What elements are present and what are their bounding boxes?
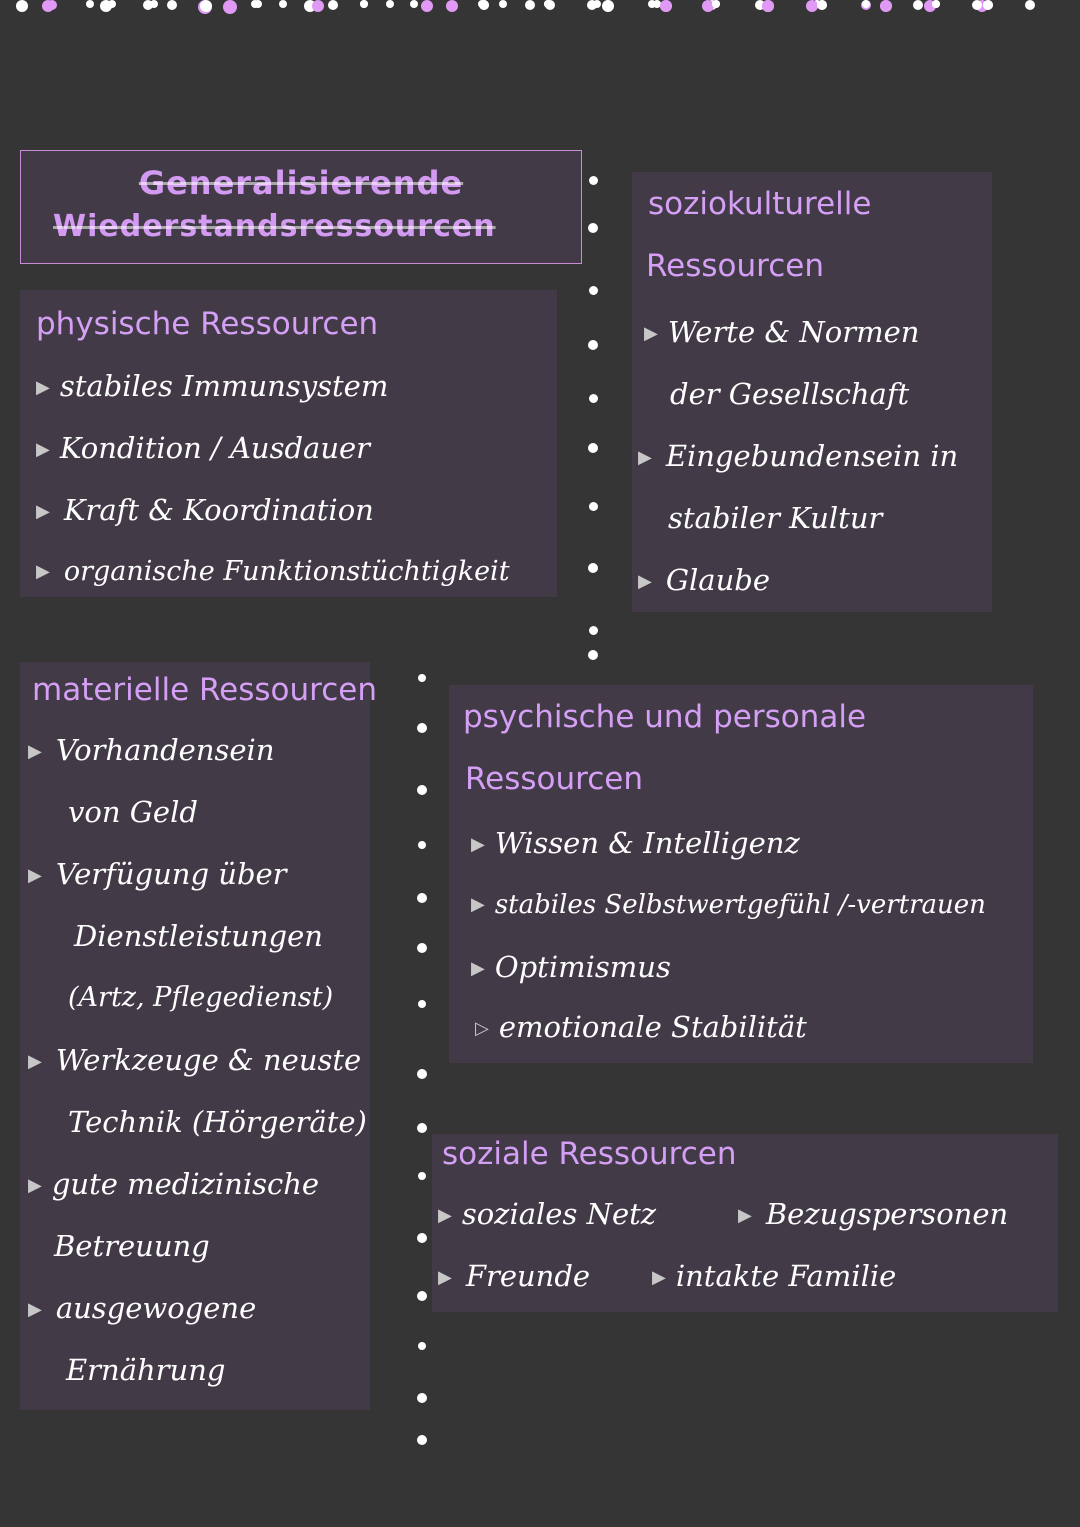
list-item: ▶ Vorhandensein bbox=[28, 733, 275, 767]
decorative-dot bbox=[588, 650, 598, 660]
physical-resources-box bbox=[20, 290, 557, 597]
list-item: ▶ Kondition / Ausdauer bbox=[36, 431, 371, 465]
decorative-dot bbox=[479, 0, 489, 10]
decorative-dot bbox=[47, 0, 57, 10]
triangle-bullet-icon: ▶ bbox=[36, 439, 50, 460]
decorative-dot bbox=[446, 0, 458, 12]
psychological-heading-2: Ressourcen bbox=[465, 761, 643, 797]
decorative-dot bbox=[417, 1233, 427, 1243]
decorative-dot bbox=[417, 943, 427, 953]
decorative-dot bbox=[588, 443, 598, 453]
triangle-bullet-icon: ▶ bbox=[438, 1205, 452, 1226]
list-item: ▶ intakte Familie bbox=[652, 1259, 897, 1293]
decorative-dot bbox=[525, 0, 535, 10]
list-item: ▶ Kraft & Koordination bbox=[36, 493, 374, 527]
decorative-dot bbox=[200, 0, 212, 12]
decorative-dot bbox=[648, 0, 656, 8]
list-item: ▶ Freunde bbox=[438, 1259, 591, 1293]
list-item: der Gesellschaft bbox=[670, 377, 910, 411]
decorative-dot bbox=[421, 0, 433, 12]
decorative-dot bbox=[589, 502, 598, 511]
title-line-2: Wiederstandsressourcen bbox=[53, 209, 496, 244]
list-item: ▶ Werte & Normen bbox=[644, 315, 920, 349]
triangle-bullet-icon: ▶ bbox=[28, 865, 42, 886]
list-item: ▶ Wissen & Intelligenz bbox=[471, 826, 800, 860]
decorative-dot bbox=[418, 1172, 426, 1180]
triangle-bullet-icon: ▶ bbox=[28, 1175, 42, 1196]
list-item: ▶ Eingebundensein in bbox=[638, 439, 959, 473]
decorative-dot bbox=[417, 1291, 427, 1301]
title-line-1: Generalisierende bbox=[138, 164, 464, 202]
list-item: stabiler Kultur bbox=[668, 501, 883, 535]
list-item: von Geld bbox=[68, 795, 198, 829]
list-item: ▶ organische Funktionstüchtigkeit bbox=[36, 556, 510, 587]
decorative-dot bbox=[223, 0, 237, 14]
decorative-dot bbox=[418, 841, 426, 849]
decorative-dot bbox=[660, 0, 672, 12]
triangle-bullet-icon: ▶ bbox=[638, 571, 652, 592]
list-item: ▶ gute medizinische bbox=[28, 1167, 320, 1201]
triangle-bullet-icon: ▶ bbox=[738, 1205, 752, 1226]
triangle-bullet-icon: ▶ bbox=[36, 501, 50, 522]
decorative-dot bbox=[254, 0, 262, 8]
decorative-dot bbox=[972, 0, 982, 10]
triangle-bullet-icon: ▶ bbox=[471, 894, 485, 915]
triangle-bullet-icon: ▶ bbox=[438, 1267, 452, 1288]
decorative-dot bbox=[587, 0, 597, 10]
decorative-dot bbox=[589, 626, 598, 635]
decorative-dot bbox=[880, 0, 892, 12]
decorative-dot bbox=[100, 0, 112, 12]
title-box bbox=[20, 150, 582, 264]
decorative-dot bbox=[417, 723, 427, 733]
sociocultural-heading-2: Ressourcen bbox=[646, 248, 824, 284]
physical-heading: physische Ressourcen bbox=[36, 306, 379, 342]
decorative-dot bbox=[417, 1393, 427, 1403]
triangle-bullet-icon: ▷ bbox=[475, 1018, 489, 1039]
list-item: ▷ emotionale Stabilität bbox=[475, 1010, 807, 1044]
triangle-bullet-icon: ▶ bbox=[28, 1051, 42, 1072]
decorative-dot bbox=[589, 176, 598, 185]
list-item: ▶ Optimismus bbox=[471, 950, 671, 984]
decorative-dot bbox=[417, 1435, 427, 1445]
decorative-dot bbox=[386, 0, 394, 8]
list-item: Betreuung bbox=[54, 1229, 210, 1263]
list-item: Ernährung bbox=[66, 1353, 226, 1387]
decorative-dot bbox=[983, 0, 993, 10]
psychological-resources-box bbox=[449, 685, 1033, 1063]
material-resources-box bbox=[20, 662, 377, 1410]
sociocultural-resources-box bbox=[632, 172, 992, 612]
list-item: ▶ stabiles Selbstwertgefühl /-vertrauen bbox=[471, 890, 986, 920]
decorative-dot bbox=[167, 0, 177, 10]
triangle-bullet-icon: ▶ bbox=[36, 377, 50, 398]
decorative-dot bbox=[589, 286, 598, 295]
triangle-bullet-icon: ▶ bbox=[652, 1267, 666, 1288]
list-item: (Artz, Pflegedienst) bbox=[68, 982, 334, 1013]
triangle-bullet-icon: ▶ bbox=[638, 447, 652, 468]
decorative-dot bbox=[588, 563, 598, 573]
triangle-bullet-icon: ▶ bbox=[471, 834, 485, 855]
decorative-dot bbox=[588, 223, 598, 233]
decorative-dot bbox=[86, 0, 94, 8]
decorative-dot bbox=[417, 1069, 427, 1079]
triangle-bullet-icon: ▶ bbox=[28, 741, 42, 762]
sociocultural-heading-1: soziokulturelle bbox=[648, 186, 872, 222]
decorative-dot bbox=[279, 0, 287, 8]
triangle-bullet-icon: ▶ bbox=[644, 323, 658, 344]
list-item: ▶ ausgewogene bbox=[28, 1291, 257, 1325]
decorative-dot bbox=[603, 0, 613, 10]
social-heading: soziale Ressourcen bbox=[442, 1136, 737, 1172]
decorative-dot bbox=[712, 0, 720, 8]
list-item: ▶ Bezugspersonen bbox=[738, 1197, 1009, 1231]
decorative-dot bbox=[360, 0, 368, 8]
list-item: ▶ Werkzeuge & neuste bbox=[28, 1043, 362, 1077]
decorative-dot bbox=[417, 785, 427, 795]
decorative-dot bbox=[417, 893, 427, 903]
decorative-dot bbox=[499, 0, 507, 8]
triangle-bullet-icon: ▶ bbox=[471, 958, 485, 979]
decorative-dot bbox=[932, 0, 940, 8]
list-item: ▶ stabiles Immunsystem bbox=[36, 369, 389, 403]
list-item: ▶ Glaube bbox=[638, 563, 770, 597]
list-item: Dienstleistungen bbox=[74, 919, 323, 953]
social-resources-box bbox=[432, 1134, 1058, 1312]
list-item: ▶ Verfügung über bbox=[28, 857, 287, 891]
psychological-heading-1: psychische und personale bbox=[463, 699, 867, 735]
decorative-dot bbox=[150, 0, 158, 8]
decorative-dot bbox=[1025, 0, 1035, 10]
material-heading: materielle Ressourcen bbox=[32, 672, 377, 708]
triangle-bullet-icon: ▶ bbox=[36, 561, 50, 582]
decorative-dot bbox=[418, 1342, 426, 1350]
decorative-dot bbox=[417, 1123, 427, 1133]
decorative-dot bbox=[418, 1000, 426, 1008]
decorative-dot bbox=[817, 0, 827, 10]
decorative-dot bbox=[418, 674, 426, 682]
decorative-dot bbox=[544, 0, 552, 8]
decorative-dot bbox=[16, 0, 28, 12]
decorative-dot bbox=[589, 394, 598, 403]
decorative-dot bbox=[913, 0, 923, 10]
decorative-dot bbox=[410, 0, 418, 8]
decorative-dot bbox=[862, 0, 870, 8]
decorative-dot bbox=[312, 0, 324, 12]
list-item: Technik (Hörgeräte) bbox=[68, 1105, 367, 1139]
list-item: ▶ soziales Netz bbox=[438, 1197, 657, 1231]
decorative-dot bbox=[762, 0, 774, 12]
triangle-bullet-icon: ▶ bbox=[28, 1299, 42, 1320]
decorative-dot bbox=[588, 340, 598, 350]
decorative-dot bbox=[328, 0, 338, 10]
